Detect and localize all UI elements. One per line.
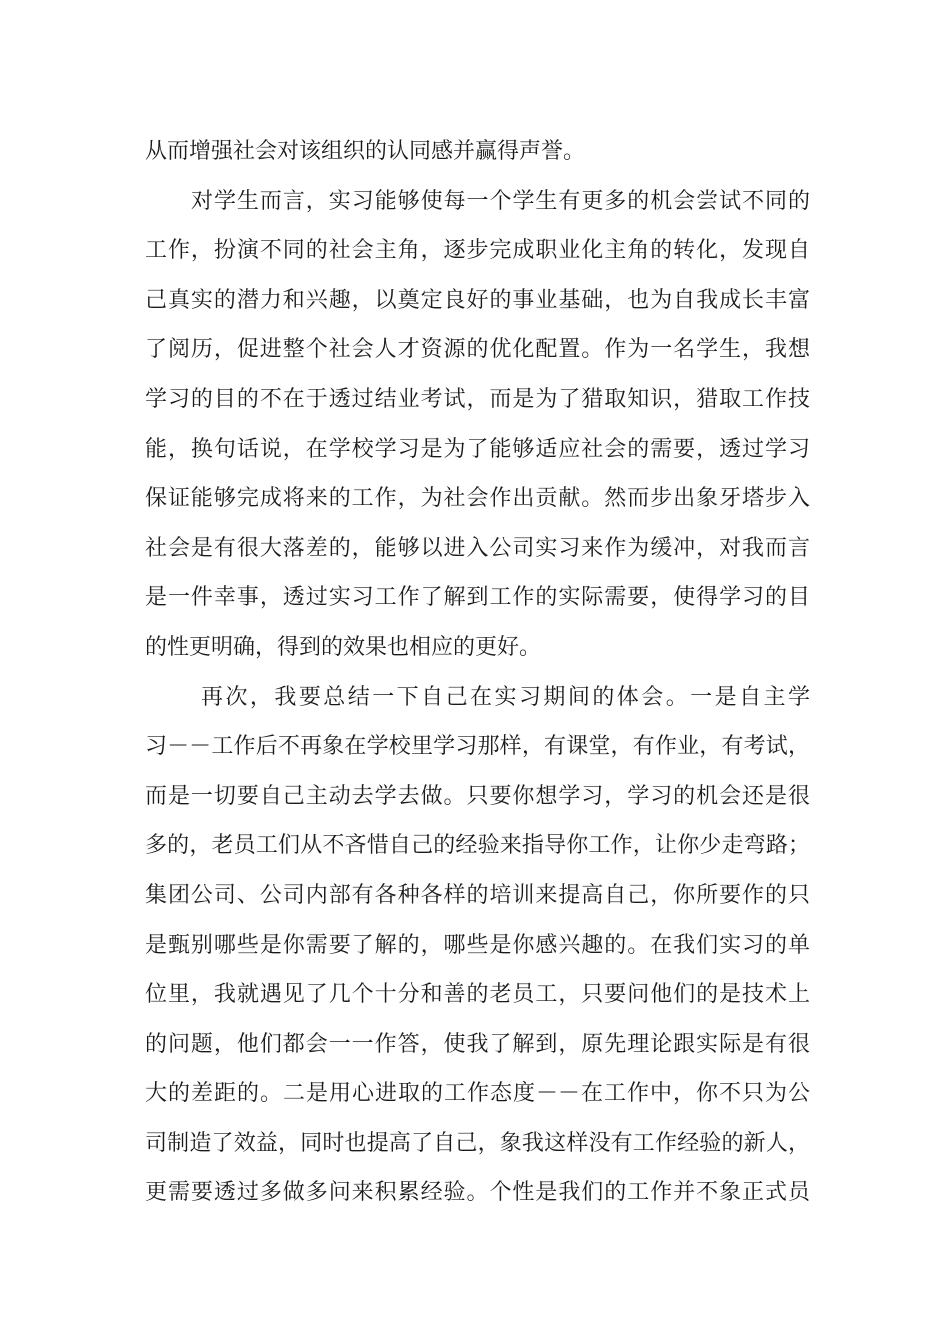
text-line: 再次，我要总结一下自己在实习期间的体会。一是自主学 <box>201 684 810 710</box>
text-line: 能，换句话说，在学校学习是为了能够适应社会的需要，透过学习 <box>145 436 810 462</box>
text-line: 保证能够完成将来的工作，为社会作出贡献。然而步出象牙塔步入 <box>145 486 810 512</box>
text-line: 的问题，他们都会一一作答，使我了解到，原先理论跟实际是有很 <box>145 1031 810 1057</box>
body-text <box>145 127 810 1218</box>
text-line: 对学生而言，实习能够使每一个学生有更多的机会尝试不同的 <box>191 188 810 214</box>
text-line: 了阅历，促进整个社会人才资源的优化配置。作为一名学生，我想 <box>145 337 810 363</box>
text-line: 大的差距的。二是用心进取的工作态度－－在工作中，你不只为公 <box>145 1081 810 1107</box>
text-line: 己真实的潜力和兴趣，以奠定良好的事业基础，也为自我成长丰富 <box>145 287 810 313</box>
text-line: 更需要透过多做多问来积累经验。个性是我们的工作并不象正式员 <box>145 1180 810 1206</box>
text-line: 工作，扮演不同的社会主角，逐步完成职业化主角的转化，发现自 <box>145 238 810 264</box>
text-line: 集团公司、公司内部有各种各样的培训来提高自己，你所要作的只 <box>145 882 810 908</box>
text-line: 是甄别哪些是你需要了解的，哪些是你感兴趣的。在我们实习的单 <box>145 932 810 958</box>
text-line: 多的，老员工们从不吝惜自己的经验来指导你工作，让你少走弯路； <box>145 833 810 859</box>
text-line: 是一件幸事，透过实习工作了解到工作的实际需要，使得学习的目 <box>145 585 810 611</box>
text-line: 社会是有很大落差的，能够以进入公司实习来作为缓冲，对我而言 <box>145 535 810 561</box>
text-line: 习－－工作后不再象在学校里学习那样，有课堂，有作业，有考试， <box>145 734 810 760</box>
text-line: 学习的目的不在于透过结业考试，而是为了猎取知识，猎取工作技 <box>145 386 810 412</box>
text-line: 而是一切要自己主动去学去做。只要你想学习，学习的机会还是很 <box>145 783 810 809</box>
text-line: 的性更明确，得到的效果也相应的更好。 <box>145 634 542 660</box>
text-line: 司制造了效益，同时也提高了自己，象我这样没有工作经验的新人， <box>145 1130 810 1156</box>
text-line: 从而增强社会对该组织的认同感并赢得声誉。 <box>145 139 586 164</box>
text-line: 位里，我就遇见了几个十分和善的老员工，只要问他们的是技术上 <box>145 982 810 1008</box>
